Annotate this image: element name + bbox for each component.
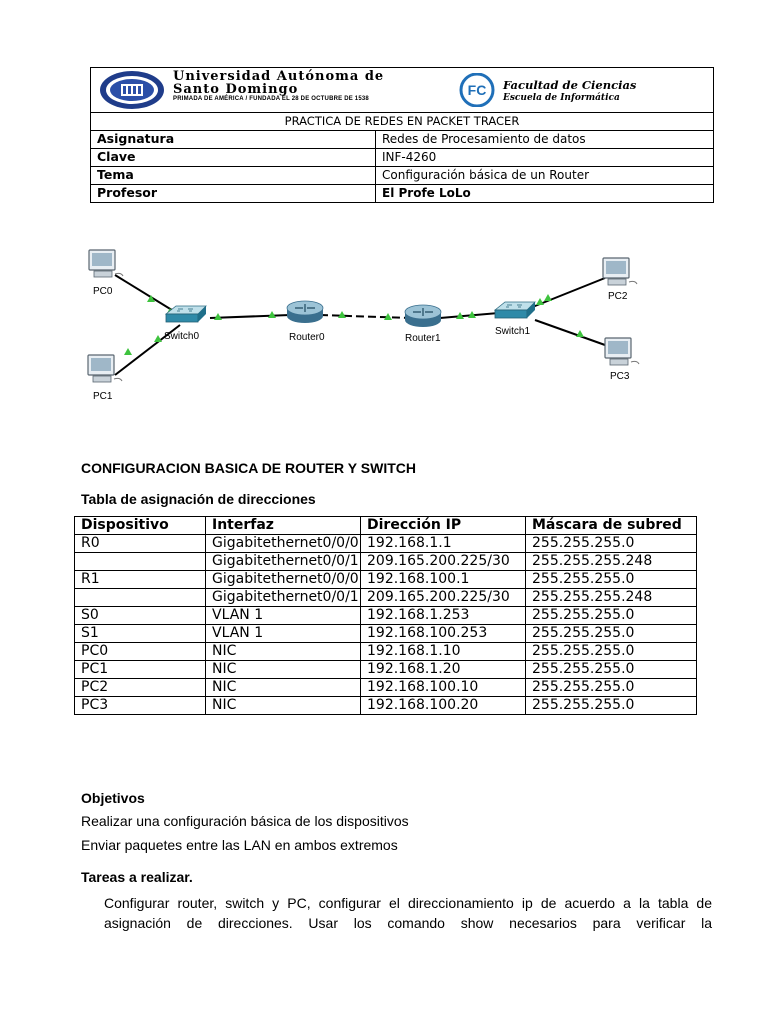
objective-item: Realizar una configuración básica de los dispositivos xyxy=(81,813,409,829)
table-cell: PC2 xyxy=(75,679,206,697)
router0-label: Router0 xyxy=(289,332,325,343)
table-cell: 255.255.255.0 xyxy=(526,571,697,589)
faculty-logo-text: FC xyxy=(467,82,487,98)
table-cell: 209.165.200.225/30 xyxy=(361,553,526,571)
table-cell: NIC xyxy=(206,661,361,679)
table-row xyxy=(75,679,697,697)
table-cell: NIC xyxy=(206,643,361,661)
table-cell xyxy=(75,589,206,607)
table-cell: 255.255.255.0 xyxy=(526,697,697,715)
header-key-profesor: Profesor xyxy=(97,185,158,200)
table-cell: 192.168.100.253 xyxy=(361,625,526,643)
table-header-row xyxy=(75,517,697,535)
table-cell: 192.168.100.10 xyxy=(361,679,526,697)
table-cell: VLAN 1 xyxy=(206,625,361,643)
pc1-label: PC1 xyxy=(93,391,113,402)
switch0-label: Switch0 xyxy=(164,331,200,342)
table-cell: 209.165.200.225/30 xyxy=(361,589,526,607)
table-cell: PC3 xyxy=(75,697,206,715)
switch1-icon xyxy=(495,302,535,318)
table-cell: 255.255.255.248 xyxy=(526,553,697,571)
tasks-text-part2: necesarios para verificar la xyxy=(509,915,713,931)
router0-icon xyxy=(287,301,323,323)
table-cell: 255.255.255.0 xyxy=(526,535,697,553)
table-cell: PC0 xyxy=(75,643,206,661)
header-value-asignatura: Redes de Procesamiento de datos xyxy=(382,132,586,146)
header-value-tema: Configuración básica de un Router xyxy=(382,168,590,182)
table-cell: R0 xyxy=(75,535,206,553)
objectives-title: Objetivos xyxy=(81,790,145,806)
header-key-tema: Tema xyxy=(97,167,134,182)
table-cell: R1 xyxy=(75,571,206,589)
table-cell: 192.168.1.253 xyxy=(361,607,526,625)
table-cell: Gigabitethernet0/0/0 xyxy=(206,535,361,553)
faculty-name: Facultad de Ciencias xyxy=(503,78,637,92)
pc2-label: PC2 xyxy=(608,291,628,302)
table-row xyxy=(75,625,697,643)
table-cell: 192.168.1.10 xyxy=(361,643,526,661)
network-topology-diagram xyxy=(70,240,650,410)
objective-item: Enviar paquetes entre las LAN en ambos extremos xyxy=(81,837,398,853)
pc3-icon xyxy=(605,338,639,365)
header-key-clave: Clave xyxy=(97,149,136,164)
faculty-school: Escuela de Informática xyxy=(503,93,620,103)
faculty-logo-icon xyxy=(457,73,497,107)
address-table xyxy=(74,516,697,715)
table-cell: 192.168.100.1 xyxy=(361,571,526,589)
tasks-command: show xyxy=(460,915,494,931)
switch1-label: Switch1 xyxy=(495,326,531,337)
table-cell: Gigabitethernet0/0/1 xyxy=(206,589,361,607)
table-row xyxy=(75,661,697,679)
table-cell: VLAN 1 xyxy=(206,607,361,625)
table-cell: NIC xyxy=(206,697,361,715)
table-row xyxy=(75,607,697,625)
column-header: Dirección IP xyxy=(361,517,526,535)
column-header: Máscara de subred xyxy=(526,517,697,535)
table-cell: 255.255.255.248 xyxy=(526,589,697,607)
header-value-clave: INF-4260 xyxy=(382,150,437,164)
table-cell: 192.168.100.20 xyxy=(361,697,526,715)
table-cell: 192.168.1.1 xyxy=(361,535,526,553)
router1-label: Router1 xyxy=(405,333,441,344)
table-cell: S1 xyxy=(75,625,206,643)
pc2-icon xyxy=(603,258,637,285)
router1-icon xyxy=(405,305,441,327)
header-key-asignatura: Asignatura xyxy=(97,131,175,146)
logo-area xyxy=(91,68,713,112)
table-cell: 255.255.255.0 xyxy=(526,643,697,661)
table-cell: PC1 xyxy=(75,661,206,679)
table-row xyxy=(75,571,697,589)
tasks-text-part1: Configurar router, switch y PC, configurar el direccionamiento ip de acuerdo a la tabla de asignación de direcciones. Usar los comando xyxy=(104,895,712,931)
table-cell: 255.255.255.0 xyxy=(526,679,697,697)
pc0-label: PC0 xyxy=(93,286,113,297)
tasks-title: Tareas a realizar. xyxy=(81,869,193,885)
header-table xyxy=(90,67,714,203)
table-cell: Gigabitethernet0/0/1 xyxy=(206,553,361,571)
table-cell: Gigabitethernet0/0/0 xyxy=(206,571,361,589)
university-seal-icon xyxy=(99,70,165,110)
table-row xyxy=(75,535,697,553)
switch0-icon xyxy=(166,306,206,322)
table-cell: 192.168.1.20 xyxy=(361,661,526,679)
table-cell xyxy=(75,553,206,571)
table-cell: 255.255.255.0 xyxy=(526,625,697,643)
table-row xyxy=(75,589,697,607)
column-header: Dispositivo xyxy=(75,517,206,535)
table-cell: S0 xyxy=(75,607,206,625)
pc0-icon xyxy=(89,250,123,277)
university-subtitle: PRIMADA DE AMÉRICA / FUNDADA EL 28 DE OCTUBRE DE 1538 xyxy=(173,96,369,102)
table-title: Tabla de asignación de direcciones xyxy=(81,491,316,507)
table-row xyxy=(75,697,697,715)
table-row xyxy=(75,643,697,661)
pc3-label: PC3 xyxy=(610,371,630,382)
table-row xyxy=(75,553,697,571)
section-title: CONFIGURACION BASICA DE ROUTER Y SWITCH xyxy=(81,460,416,476)
table-cell: 255.255.255.0 xyxy=(526,661,697,679)
pc1-icon xyxy=(88,355,122,382)
column-header: Interfaz xyxy=(206,517,361,535)
table-cell: NIC xyxy=(206,679,361,697)
tasks-paragraph xyxy=(104,893,712,933)
table-cell: 255.255.255.0 xyxy=(526,607,697,625)
header-value-profesor: El Profe LoLo xyxy=(382,186,471,200)
practice-title: PRACTICA DE REDES EN PACKET TRACER xyxy=(284,114,520,128)
university-name: Universidad Autónoma de Santo Domingo xyxy=(173,69,385,97)
